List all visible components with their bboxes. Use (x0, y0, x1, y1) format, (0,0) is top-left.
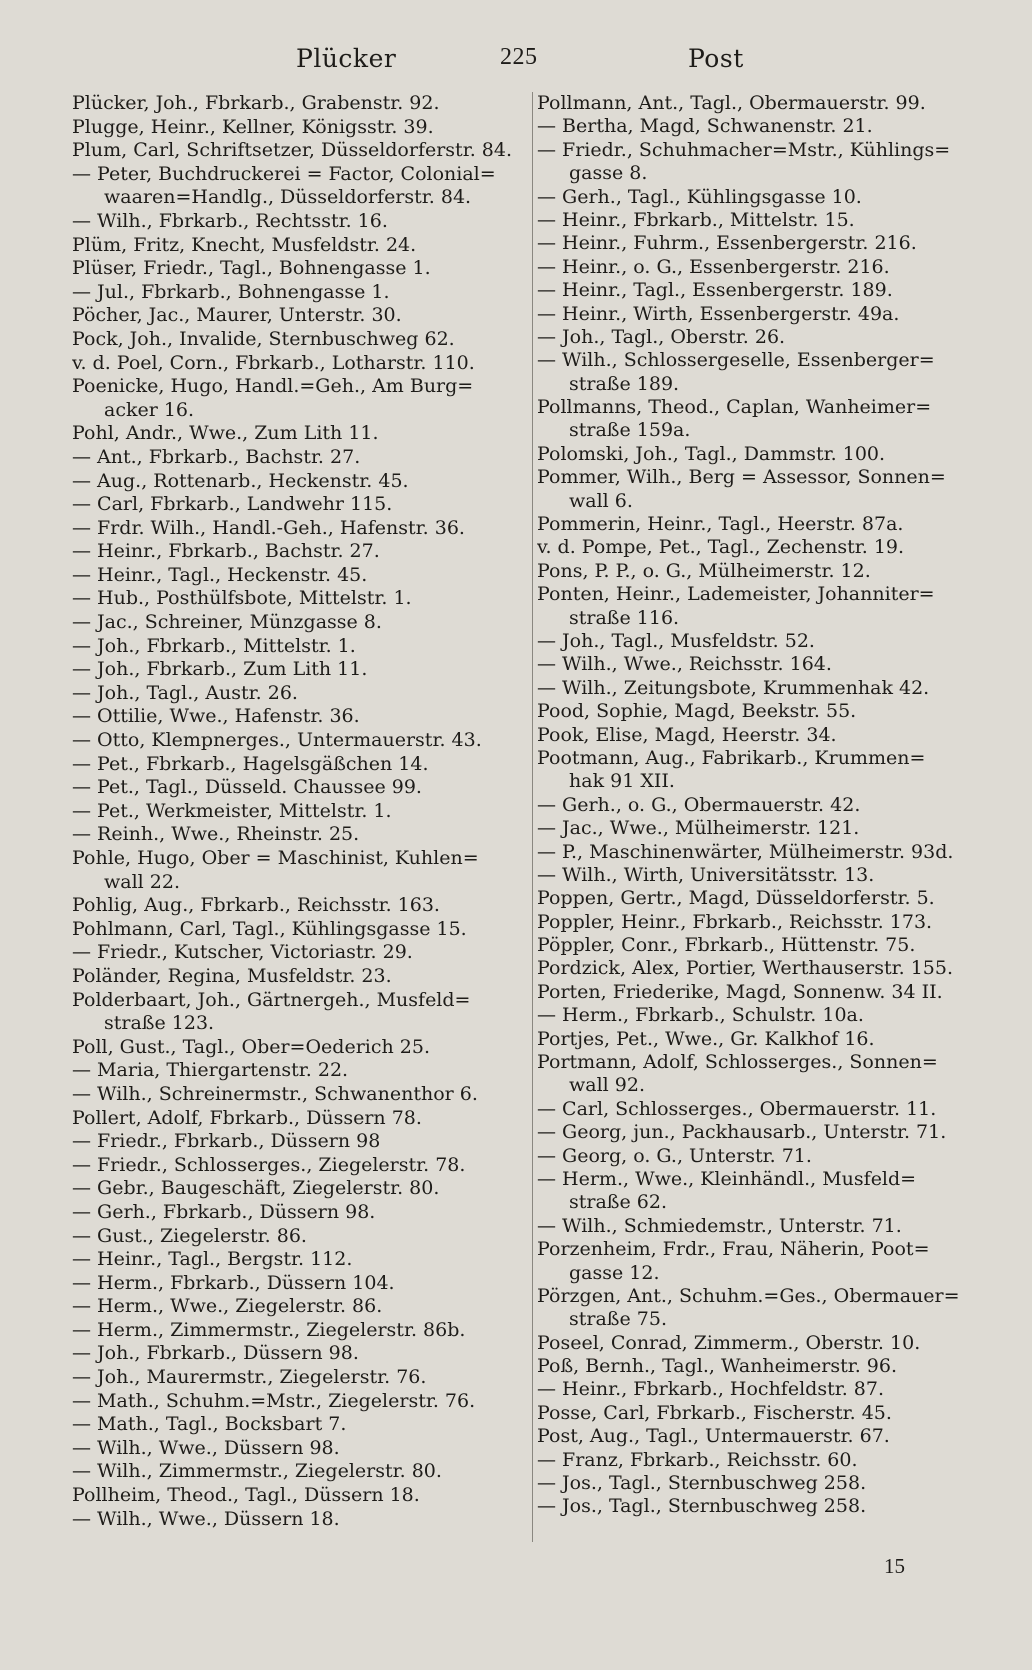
directory-entry-line: Poll, Gust., Tagl., Ober=Oederich 25. (72, 1035, 430, 1058)
directory-entry-line: — Friedr., Schuhmacher=Mstr., Kühlings= (537, 138, 951, 161)
directory-entry-line: Pöppler, Conr., Fbrkarb., Hüttenstr. 75. (537, 934, 916, 957)
directory-entry-line: — Friedr., Fbrkarb., Düssern 98 (72, 1130, 381, 1153)
directory-entry-line: Pollmanns, Theod., Caplan, Wanheimer= (537, 396, 932, 419)
directory-entry-line: — Gust., Ziegelerstr. 86. (72, 1224, 307, 1247)
directory-entry-line: — Joh., Maurermstr., Ziegelerstr. 76. (72, 1366, 427, 1389)
directory-entry-line: Pollert, Adolf, Fbrkarb., Düssern 78. (72, 1106, 422, 1129)
directory-entry-line: — Joh., Tagl., Musfeldstr. 52. (537, 629, 815, 652)
directory-entry-line: — Joh., Tagl., Oberstr. 26. (537, 325, 786, 348)
directory-entry-line: straße 62. (569, 1191, 667, 1214)
directory-entry-line: — Gerh., Fbrkarb., Düssern 98. (72, 1200, 376, 1223)
directory-entry-line: — Heinr., Fuhrm., Essenbergerstr. 216. (537, 232, 917, 255)
directory-entry-line: — Franz, Fbrkarb., Reichsstr. 60. (537, 1448, 858, 1471)
directory-entry-line: — Heinr., o. G., Essenbergerstr. 216. (537, 255, 890, 278)
directory-entry-line: gasse 8. (569, 162, 648, 185)
directory-entry-line: hak 91 XII. (569, 770, 675, 793)
directory-entry-line: Pörzgen, Ant., Schuhm.=Ges., Obermauer= (537, 1284, 960, 1307)
directory-entry-line: — Wilh., Wwe., Düssern 18. (72, 1507, 340, 1530)
directory-entry-line: Plum, Carl, Schriftsetzer, Düsseldorferstr. 84. (72, 139, 512, 162)
directory-entry-line: straße 159a. (569, 419, 691, 442)
directory-entry-line: — Pet., Fbrkarb., Hagelsgäßchen 14. (72, 752, 429, 775)
running-head-right: Post (688, 44, 744, 73)
directory-entry-line: — Jos., Tagl., Sternbuschweg 258. (537, 1472, 867, 1495)
directory-entry-line: — Friedr., Schlosserges., Ziegelerstr. 78. (72, 1153, 466, 1176)
directory-entry-line: straße 189. (569, 372, 680, 395)
directory-entry-line: wall 6. (569, 489, 633, 512)
directory-entry-line: — Jac., Schreiner, Münzgasse 8. (72, 611, 382, 634)
directory-entry-line: — Math., Schuhm.=Mstr., Ziegelerstr. 76. (72, 1389, 476, 1412)
directory-entry-line: — Herm., Fbrkarb., Schulstr. 10a. (537, 1004, 864, 1027)
directory-entry-line: — Heinr., Fbrkarb., Mittelstr. 15. (537, 208, 855, 231)
directory-entry-line: — Carl, Fbrkarb., Landwehr 115. (72, 493, 393, 516)
directory-entry-line: Poseel, Conrad, Zimmerm., Oberstr. 10. (537, 1331, 921, 1354)
directory-entry-line: Pommerin, Heinr., Tagl., Heerstr. 87a. (537, 513, 904, 536)
directory-entry-line: Post, Aug., Tagl., Untermauerstr. 67. (537, 1425, 890, 1448)
directory-entry-line: Ponten, Heinr., Lademeister, Johanniter= (537, 583, 935, 606)
right-column (532, 92, 987, 1542)
directory-entry-line: Pootmann, Aug., Fabrikarb., Krummen= (537, 746, 926, 769)
directory-entry-line: straße 123. (104, 1012, 215, 1035)
directory-entry-line: Poenicke, Hugo, Handl.=Geh., Am Burg= (72, 375, 474, 398)
directory-entry-line: Pollmann, Ant., Tagl., Obermauerstr. 99. (537, 92, 926, 114)
directory-entry-line: Plüm, Fritz, Knecht, Musfeldstr. 24. (72, 233, 417, 256)
directory-entry-line: — Georg, jun., Packhausarb., Unterstr. 71. (537, 1121, 947, 1144)
directory-entry-line: Poppler, Heinr., Fbrkarb., Reichsstr. 173. (537, 910, 933, 933)
directory-entry-line: — Herm., Zimmermstr., Ziegelerstr. 86b. (72, 1318, 466, 1341)
directory-entry-line: Pollheim, Theod., Tagl., Düssern 18. (72, 1484, 420, 1507)
directory-entry-line: — Wilh., Schmiedemstr., Unterstr. 71. (537, 1214, 902, 1237)
directory-entry-line: — Herm., Wwe., Ziegelerstr. 86. (72, 1295, 383, 1318)
directory-entry-line: gasse 12. (569, 1261, 660, 1284)
directory-entry-line: — Gerh., Tagl., Kühlingsgasse 10. (537, 185, 862, 208)
directory-entry-line: — Maria, Thiergartenstr. 22. (72, 1059, 349, 1082)
directory-entry-line: — Joh., Tagl., Austr. 26. (72, 681, 298, 704)
directory-entry-line: wall 22. (104, 870, 180, 893)
directory-entry-line: Portmann, Adolf, Schlosserges., Sonnen= (537, 1051, 938, 1074)
directory-entry-line: — Pet., Werkmeister, Mittelstr. 1. (72, 799, 392, 822)
directory-entry-line: Pohlmann, Carl, Tagl., Kühlingsgasse 15. (72, 917, 467, 940)
directory-entry-line: — Heinr., Tagl., Bergstr. 112. (72, 1248, 353, 1271)
directory-entry-line: — Heinr., Fbrkarb., Bachstr. 27. (72, 540, 380, 563)
directory-entry-line: — P., Maschinenwärter, Mülheimerstr. 93d. (537, 840, 954, 863)
directory-entry-line: Poppen, Gertr., Magd, Düsseldorferstr. 5. (537, 887, 935, 910)
directory-entry-line: wall 92. (569, 1074, 645, 1097)
directory-entry-line: — Math., Tagl., Bocksbart 7. (72, 1413, 347, 1436)
directory-entry-line: Porten, Friederike, Magd, Sonnenw. 34 II. (537, 980, 943, 1003)
directory-entry-line: — Wilh., Fbrkarb., Rechtsstr. 16. (72, 209, 388, 232)
directory-entry-line: — Bertha, Magd, Schwanenstr. 21. (537, 115, 873, 138)
directory-entry-line: — Joh., Fbrkarb., Düssern 98. (72, 1342, 359, 1365)
directory-entry-line: Pook, Elise, Magd, Heerstr. 34. (537, 723, 837, 746)
directory-entry-line: — Wilh., Wwe., Reichsstr. 164. (537, 653, 832, 676)
directory-entry-line: Pöcher, Jac., Maurer, Unterstr. 30. (72, 304, 402, 327)
directory-entry-line: — Wilh., Zimmermstr., Ziegelerstr. 80. (72, 1460, 442, 1483)
directory-entry-line: — Otto, Klempnerges., Untermauerstr. 43. (72, 729, 482, 752)
directory-entry-line: — Pet., Tagl., Düsseld. Chaussee 99. (72, 776, 422, 799)
directory-entry-line: Poß, Bernh., Tagl., Wanheimerstr. 96. (537, 1355, 898, 1378)
directory-entry-line: Pohl, Andr., Wwe., Zum Lith 11. (72, 422, 379, 445)
directory-entry-line: — Frdr. Wilh., Handl.-Geh., Hafenstr. 36. (72, 516, 465, 539)
directory-entry-line: v. d. Poel, Corn., Fbrkarb., Lotharstr. 110. (72, 351, 475, 374)
directory-entry-line: straße 75. (569, 1308, 667, 1331)
directory-entry-line: — Joh., Fbrkarb., Mittelstr. 1. (72, 634, 356, 657)
directory-entry-line: Plücker, Joh., Fbrkarb., Grabenstr. 92. (72, 92, 440, 114)
directory-entry-line: — Herm., Wwe., Kleinhändl., Musfeld= (537, 1167, 917, 1190)
directory-entry-line: — Ant., Fbrkarb., Bachstr. 27. (72, 445, 361, 468)
directory-entry-line: Plüser, Friedr., Tagl., Bohnengasse 1. (72, 257, 431, 280)
directory-entry-line: — Heinr., Tagl., Essenbergerstr. 189. (537, 279, 893, 302)
directory-entry-line: — Wilh., Schreinermstr., Schwanenthor 6. (72, 1082, 478, 1105)
directory-entry-line: Pordzick, Alex, Portier, Werthauserstr. 155. (537, 957, 954, 980)
signature-mark: 15 (884, 1554, 905, 1578)
directory-entry-line: — Heinr., Fbrkarb., Hochfeldstr. 87. (537, 1378, 884, 1401)
directory-entry-line: — Aug., Rottenarb., Heckenstr. 45. (72, 469, 409, 492)
directory-entry-line: — Ottilie, Wwe., Hafenstr. 36. (72, 705, 360, 728)
directory-entry-line: — Hub., Posthülfsbote, Mittelstr. 1. (72, 587, 412, 610)
directory-entry-line: — Wilh., Zeitungsbote, Krummenhak 42. (537, 676, 930, 699)
directory-entry-line: — Carl, Schlosserges., Obermauerstr. 11. (537, 1097, 937, 1120)
directory-entry-line: — Friedr., Kutscher, Victoriastr. 29. (72, 941, 413, 964)
directory-entry-line: Posse, Carl, Fbrkarb., Fischerstr. 45. (537, 1401, 892, 1424)
directory-entry-line: Pood, Sophie, Magd, Beekstr. 55. (537, 700, 857, 723)
directory-entry-line: — Peter, Buchdruckerei = Factor, Colonial= (72, 162, 496, 185)
left-column (72, 92, 522, 1531)
directory-entry-line: — Gebr., Baugeschäft, Ziegelerstr. 80. (72, 1177, 440, 1200)
directory-entry-line: — Wilh., Wirth, Universitätsstr. 13. (537, 863, 875, 886)
directory-entry-line: — Heinr., Wirth, Essenbergerstr. 49a. (537, 302, 900, 325)
directory-entry-line: — Jos., Tagl., Sternbuschweg 258. (537, 1495, 867, 1518)
directory-entry-line: — Wilh., Schlossergeselle, Essenberger= (537, 349, 935, 372)
directory-entry-line: — Reinh., Wwe., Rheinstr. 25. (72, 823, 360, 846)
directory-entry-line: Pock, Joh., Invalide, Sternbuschweg 62. (72, 327, 455, 350)
directory-entry-line: Polderbaart, Joh., Gärtnergeh., Musfeld= (72, 988, 471, 1011)
directory-entry-line: — Wilh., Wwe., Düssern 98. (72, 1436, 340, 1459)
directory-entry-line: Poländer, Regina, Musfeldstr. 23. (72, 964, 392, 987)
directory-entry-line: v. d. Pompe, Pet., Tagl., Zechenstr. 19. (537, 536, 905, 559)
directory-entry-line: — Herm., Fbrkarb., Düssern 104. (72, 1271, 395, 1294)
directory-entry-line: — Joh., Fbrkarb., Zum Lith 11. (72, 658, 368, 681)
directory-entry-line: — Jac., Wwe., Mülheimerstr. 121. (537, 817, 860, 840)
directory-entry-line: — Georg, o. G., Unterstr. 71. (537, 1144, 812, 1167)
directory-entry-line: Porzenheim, Frdr., Frau, Näherin, Poot= (537, 1238, 930, 1261)
directory-entry-line: — Jul., Fbrkarb., Bohnengasse 1. (72, 280, 390, 303)
directory-entry-line: Pohlig, Aug., Fbrkarb., Reichsstr. 163. (72, 894, 440, 917)
directory-entry-line: straße 116. (569, 606, 680, 629)
directory-entry-line: Plugge, Heinr., Kellner, Königsstr. 39. (72, 115, 434, 138)
running-head-left: Plücker (296, 44, 397, 73)
directory-entry-line: waaren=Handlg., Düsseldorferstr. 84. (104, 186, 472, 209)
directory-entry-line: — Heinr., Tagl., Heckenstr. 45. (72, 563, 368, 586)
directory-entry-line: acker 16. (104, 398, 195, 421)
page-number: 225 (500, 44, 538, 70)
directory-entry-line: Polomski, Joh., Tagl., Dammstr. 100. (537, 442, 886, 465)
directory-entry-line: Pohle, Hugo, Ober = Maschinist, Kuhlen= (72, 847, 479, 869)
directory-entry-line: Pons, P. P., o. G., Mülheimerstr. 12. (537, 559, 871, 582)
directory-entry-line: — Gerh., o. G., Obermauerstr. 42. (537, 793, 861, 816)
directory-entry-line: Portjes, Pet., Wwe., Gr. Kalkhof 16. (537, 1027, 875, 1050)
directory-entry-line: Pommer, Wilh., Berg = Assessor, Sonnen= (537, 466, 946, 489)
